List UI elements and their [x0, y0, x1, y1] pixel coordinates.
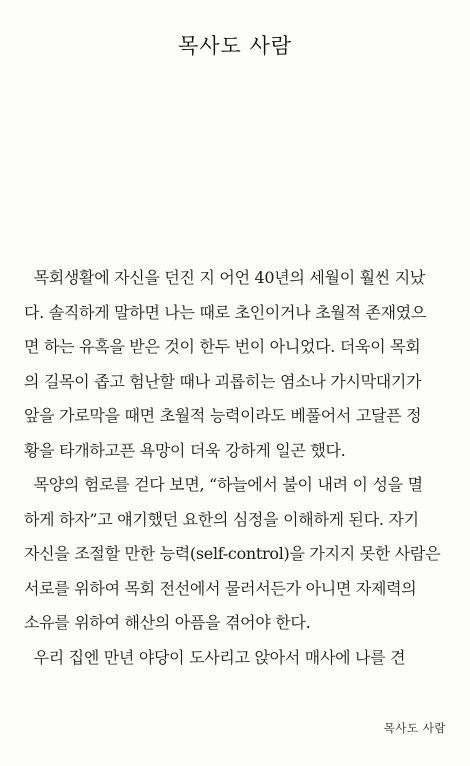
- text-line: 황을 타개하고픈 욕망이 더욱 강하게 일곤 했다.: [24, 440, 346, 460]
- text-line: 하게 하자”고 얘기했던 요한의 심정을 이해하게 된다. 자기: [24, 509, 419, 529]
- text-line: 목회생활에 자신을 던진 지 어언 40년의 세월이 훨씬 지났: [24, 268, 426, 287]
- text-line: 목양의 험로를 걷다 보면, “하늘에서 불이 내려 이 성을 멸: [24, 475, 423, 494]
- text-line: 자신을 조절할 만한 능력(self-control)을 가지지 못한 사람은: [24, 544, 441, 563]
- text-line: 다. 솔직하게 말하면 나는 때로 초인이거나 초월적 존재였으: [24, 302, 427, 322]
- running-footer: 목사도 사람: [383, 721, 446, 735]
- text-line: 소유를 위하여 해산의 아픔을 겪어야 한다.: [24, 613, 311, 632]
- text-line: 앞을 가로막을 때면 초월적 능력이라도 베풀어서 고달픈 정: [24, 406, 422, 425]
- text-line: 서로를 위하여 목회 전선에서 물러서든가 아니면 자제력의: [24, 578, 417, 598]
- text-line: 우리 집엔 만년 야당이 도사리고 앉아서 매사에 나를 견: [24, 647, 406, 667]
- text-line: 의 길목이 좁고 험난할 때나 괴롭히는 염소나 가시막대기가: [24, 371, 422, 391]
- body-text: [24, 261, 454, 675]
- text-line: 면 하는 유혹을 받은 것이 한두 번이 아니었다. 더욱이 목회: [24, 337, 421, 356]
- page-title: 목사도 사람: [177, 34, 293, 58]
